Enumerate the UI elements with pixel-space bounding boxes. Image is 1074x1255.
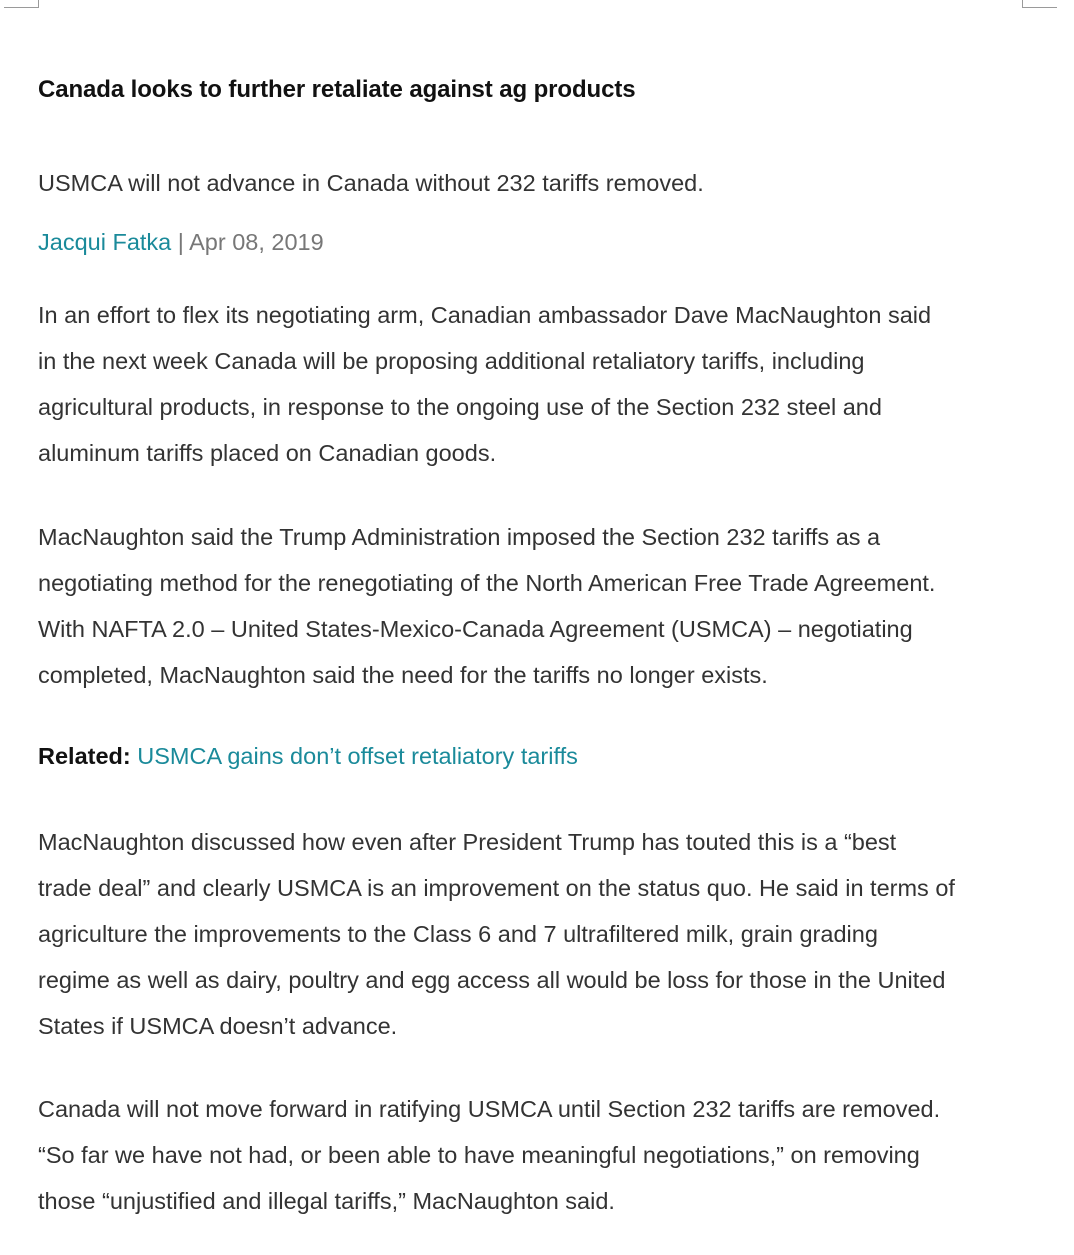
paragraph-line: regime as well as dairy, poultry and egg access all would be loss for those in the United — [38, 967, 946, 993]
article-subheadline: USMCA will not advance in Canada without 232 tariffs removed. — [38, 170, 704, 196]
paragraph-4 — [38, 1086, 1038, 1224]
paragraph-line: Canada will not move forward in ratifying USMCA until Section 232 tariffs are removed. — [38, 1096, 941, 1122]
paragraph-line: completed, MacNaughton said the need for the tariffs no longer exists. — [38, 662, 768, 688]
author-link[interactable]: Jacqui Fatka — [38, 229, 172, 255]
corner-crop-mark-right — [1022, 0, 1057, 8]
paragraph-line: “So far we have not had, or been able to have meaningful negotiations,” on removing — [38, 1142, 920, 1168]
paragraph-line: those “unjustified and illegal tariffs,” MacNaughton said. — [38, 1188, 615, 1214]
byline — [38, 229, 324, 256]
paragraph-1 — [38, 292, 1038, 476]
corner-crop-mark-left — [4, 0, 39, 8]
paragraph-line: States if USMCA doesn’t advance. — [38, 1013, 398, 1039]
byline-separator: | — [177, 229, 184, 255]
paragraph-line: agriculture the improvements to the Class 6 and 7 ultrafiltered milk, grain grading — [38, 921, 878, 947]
publish-date: Apr 08, 2019 — [189, 229, 324, 255]
paragraph-line: agricultural products, in response to the ongoing use of the Section 232 steel and — [38, 394, 882, 420]
paragraph-line: With NAFTA 2.0 – United States-Mexico-Canada Agreement (USMCA) – negotiating — [38, 616, 913, 642]
paragraph-line: In an effort to flex its negotiating arm, Canadian ambassador Dave MacNaughton said — [38, 302, 932, 328]
paragraph-line: negotiating method for the renegotiating of the North American Free Trade Agreement. — [38, 570, 936, 596]
paragraph-line: in the next week Canada will be proposing additional retaliatory tariffs, including — [38, 348, 865, 374]
related-article-link[interactable]: USMCA gains don’t offset retaliatory tariffs — [137, 743, 578, 769]
paragraph-line: trade deal” and clearly USMCA is an improvement on the status quo. He said in terms of — [38, 875, 955, 901]
paragraph-3 — [38, 819, 1038, 1049]
related-label: Related: — [38, 743, 131, 769]
paragraph-2 — [38, 514, 1038, 698]
paragraph-line: MacNaughton said the Trump Administration imposed the Section 232 tariffs as a — [38, 524, 881, 550]
paragraph-line: MacNaughton discussed how even after President Trump has touted this is a “best — [38, 829, 897, 855]
related-link-row — [38, 743, 578, 770]
article-headline: Canada looks to further retaliate against ag products — [38, 76, 636, 103]
paragraph-line: aluminum tariffs placed on Canadian goods. — [38, 440, 497, 466]
